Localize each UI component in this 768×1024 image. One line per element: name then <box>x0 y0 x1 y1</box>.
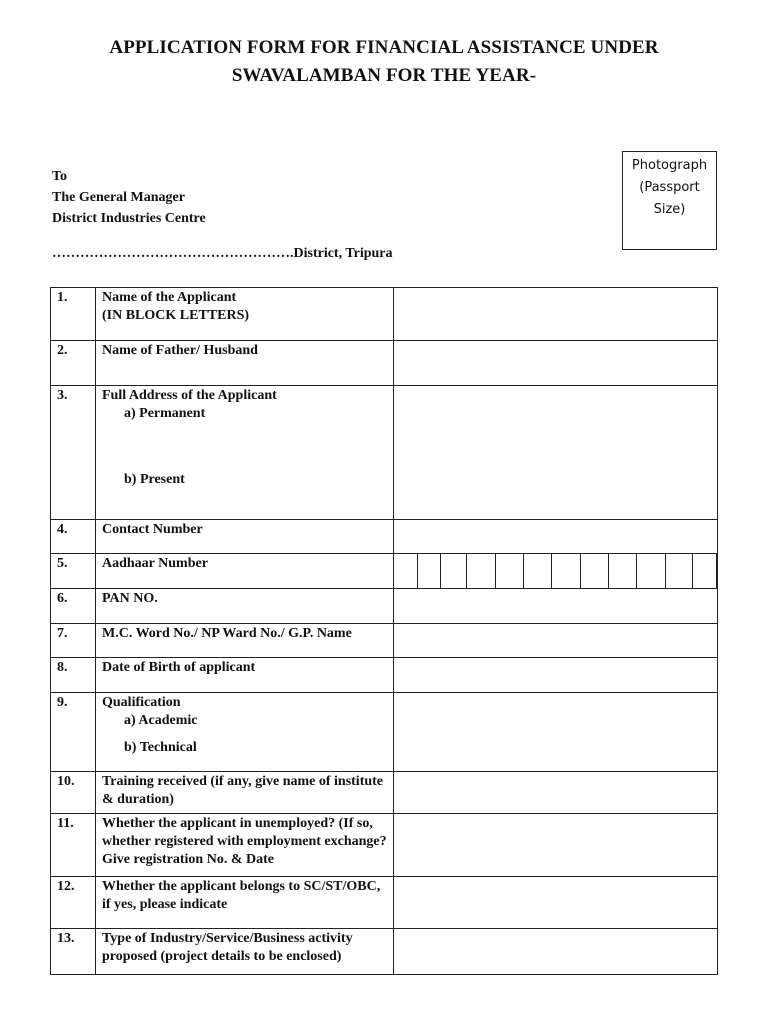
dob-label: Date of Birth of applicant <box>96 658 394 693</box>
father-husband-field[interactable] <box>394 341 718 386</box>
aadhaar-digit-box[interactable] <box>692 554 716 588</box>
table-row <box>51 693 718 772</box>
table-row <box>51 814 718 877</box>
address-label: Full Address of the Applicant <box>102 388 277 403</box>
aadhaar-digit-box[interactable] <box>716 554 741 588</box>
row-number: 12. <box>51 877 96 929</box>
table-row <box>51 877 718 929</box>
aadhaar-digit-box[interactable] <box>580 554 608 588</box>
academic-label: a) Academic <box>124 713 198 728</box>
row-number: 6. <box>51 589 96 624</box>
table-row <box>51 288 718 341</box>
table-row <box>51 772 718 814</box>
unemployment-field[interactable] <box>394 814 718 877</box>
qualification-field[interactable] <box>394 693 718 772</box>
block-letters-note: (IN BLOCK LETTERS) <box>102 308 250 323</box>
aadhaar-digit-box[interactable] <box>636 554 665 588</box>
present-address-label: b) Present <box>124 472 185 487</box>
photo-label-line3: Size) <box>653 202 686 217</box>
photograph-box <box>622 151 717 250</box>
aadhaar-digit-box[interactable] <box>523 554 551 588</box>
address-district-line: …………………………………………….District, Tripura <box>52 246 393 261</box>
table-row <box>51 658 718 693</box>
father-husband-label: Name of Father/ Husband <box>96 341 394 386</box>
category-field[interactable] <box>394 877 718 929</box>
table-row <box>51 589 718 624</box>
form-title-line-1: APPLICATION FORM FOR FINANCIAL ASSISTANCE UNDER <box>109 37 659 58</box>
row-number: 9. <box>51 693 96 772</box>
industry-type-label: Type of Industry/Service/Business activity proposed (project details to be enclosed) <box>96 929 394 975</box>
row-number: 7. <box>51 624 96 658</box>
row-number: 3. <box>51 386 96 520</box>
row-number: 4. <box>51 520 96 554</box>
aadhaar-digit-box[interactable] <box>417 554 440 588</box>
aadhaar-digit-box[interactable] <box>440 554 466 588</box>
aadhaar-field[interactable] <box>394 554 718 589</box>
unemployment-label: Whether the applicant in unemployed? (If so, whether registered with employment exchange? Give registration No. & Date <box>96 814 394 877</box>
row-number: 13. <box>51 929 96 975</box>
ward-label: M.C. Word No./ NP Ward No./ G.P. Name <box>96 624 394 658</box>
row-label <box>96 288 394 341</box>
photo-label-line1: Photograph <box>631 158 708 173</box>
industry-type-field[interactable] <box>394 929 718 975</box>
table-row <box>51 554 718 589</box>
applicant-name-label: Name of the Applicant <box>102 290 237 305</box>
training-field[interactable] <box>394 772 718 814</box>
row-label <box>96 693 394 772</box>
ward-field[interactable] <box>394 624 718 658</box>
pan-field[interactable] <box>394 589 718 624</box>
technical-label: b) Technical <box>124 740 197 755</box>
category-label: Whether the applicant belongs to SC/ST/OBC, if yes, please indicate <box>96 877 394 929</box>
contact-number-label: Contact Number <box>96 520 394 554</box>
aadhaar-spacer <box>394 554 417 588</box>
address-field[interactable] <box>394 386 718 520</box>
address-office: District Industries Centre <box>52 211 206 226</box>
aadhaar-digit-boxes <box>394 554 717 588</box>
table-row <box>51 520 718 554</box>
table-row <box>51 341 718 386</box>
applicant-name-field[interactable] <box>394 288 718 341</box>
row-number: 2. <box>51 341 96 386</box>
row-number: 1. <box>51 288 96 341</box>
table-row <box>51 929 718 975</box>
form-title-line-2: SWAVALAMBAN FOR THE YEAR- <box>231 65 537 86</box>
training-label: Training received (if any, give name of institute & duration) <box>96 772 394 814</box>
permanent-address-label: a) Permanent <box>124 406 206 421</box>
aadhaar-digit-box[interactable] <box>551 554 580 588</box>
dob-field[interactable] <box>394 658 718 693</box>
row-number: 10. <box>51 772 96 814</box>
row-number: 5. <box>51 554 96 589</box>
pan-label: PAN NO. <box>96 589 394 624</box>
aadhaar-digit-box[interactable] <box>495 554 523 588</box>
aadhaar-label: Aadhaar Number <box>96 554 394 589</box>
aadhaar-digit-box[interactable] <box>665 554 692 588</box>
address-recipient: The General Manager <box>52 190 185 205</box>
photo-label-line2: (Passport <box>639 180 700 195</box>
table-row <box>51 624 718 658</box>
application-form-table <box>50 287 718 975</box>
row-label <box>96 386 394 520</box>
aadhaar-digit-box[interactable] <box>466 554 495 588</box>
row-number: 8. <box>51 658 96 693</box>
aadhaar-digit-box[interactable] <box>608 554 636 588</box>
contact-number-field[interactable] <box>394 520 718 554</box>
qualification-label: Qualification <box>102 695 181 710</box>
table-row <box>51 386 718 520</box>
row-number: 11. <box>51 814 96 877</box>
address-to: To <box>52 169 68 184</box>
